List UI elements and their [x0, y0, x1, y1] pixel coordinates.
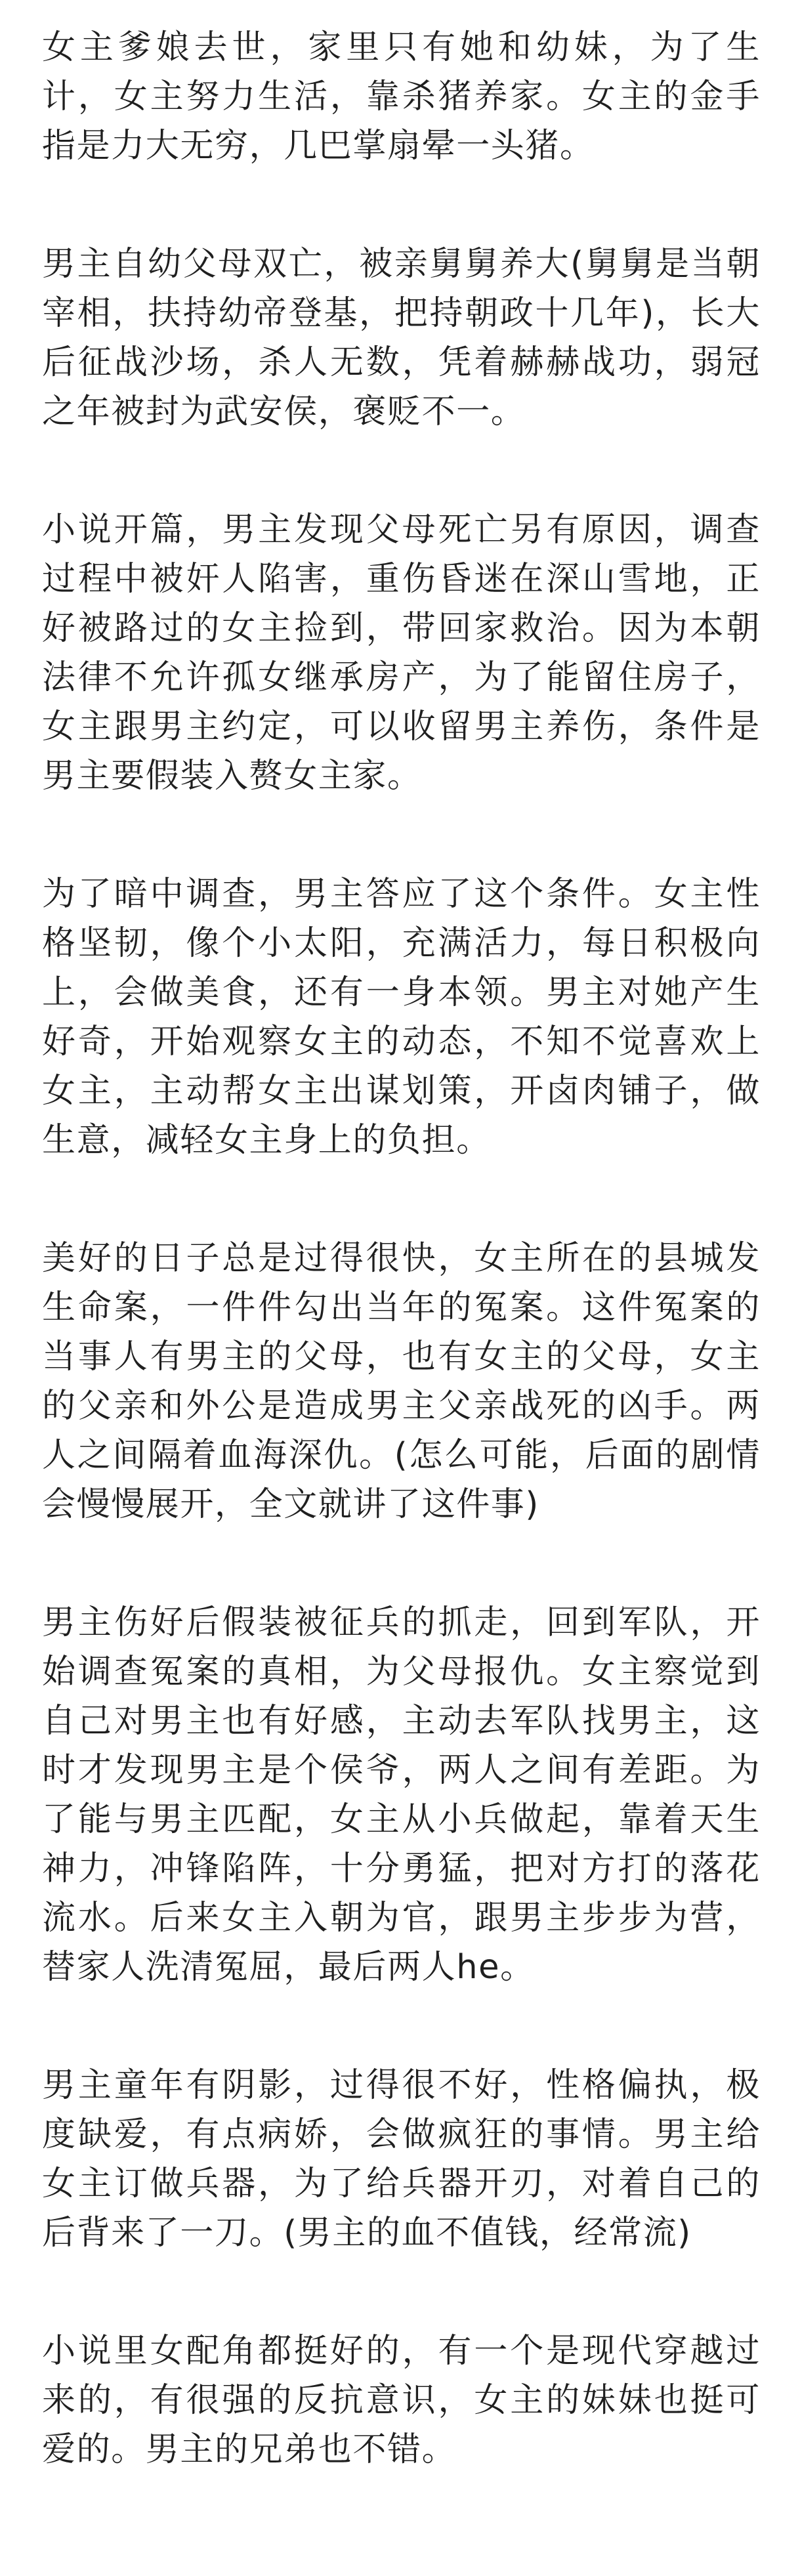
paragraph-7: 男主童年有阴影，过得很不好，性格偏执，极度缺爱，有点病娇，会做疯狂的事情。男主给女主订做兵器，为了给兵器开刃，对着自己的后背来了一刀。(男主的血不值钱，经常流): [42, 2066, 761, 2252]
paragraph-1: 女主爹娘去世，家里只有她和幼妹，为了生计，女主努力生活，靠杀猪养家。女主的金手指是力大无穷，几巴掌扇晕一头猪。: [42, 28, 761, 165]
paragraph-6: 男主伤好后假装被征兵的抓走，回到军队，开始调查冤案的真相，为父母报仇。女主察觉到自己对男主也有好感，主动去军队找男主，这时才发现男主是个侯爷，两人之间有差距。为了能与男主匹配，女主从小兵做起，靠着天生神力，冲锋陷阵，十分勇猛，把对方打的落花流水。后来女主入朝为官，跟男主步步为营，替家人洗清冤屈，最后两人he。: [42, 1603, 761, 1987]
paragraph-3: 小说开篇，男主发现父母死亡另有原因，调查过程中被奸人陷害，重伤昏迷在深山雪地，正好被路过的女主捡到，带回家救治。因为本朝法律不允许孤女继承房产，为了能留住房子，女主跟男主约定，可以收留男主养伤，条件是男主要假装入赘女主家。: [42, 511, 761, 795]
paragraph-2: 男主自幼父母双亡，被亲舅舅养大(舅舅是当朝宰相，扶持幼帝登基，把持朝政十几年)，长大后征战沙场，杀人无数，凭着赫赫战功，弱冠之年被封为武安侯，褒贬不一。: [42, 245, 761, 431]
paragraph-8: 小说里女配角都挺好的，有一个是现代穿越过来的，有很强的反抗意识，女主的妹妹也挺可爱的。男主的兄弟也不错。: [42, 2332, 761, 2469]
paragraph-4: 为了暗中调查，男主答应了这个条件。女主性格坚韧，像个小太阳，充满活力，每日积极向上，会做美食，还有一身本领。男主对她产生好奇，开始观察女主的动态，不知不觉喜欢上女主，主动帮女主出谋划策，开卤肉铺子，做生意，减轻女主身上的负担。: [42, 875, 761, 1160]
paragraph-5: 美好的日子总是过得很快，女主所在的县城发生命案，一件件勾出当年的冤案。这件冤案的当事人有男主的父母，也有女主的父母，女主的父亲和外公是造成男主父亲战死的凶手。两人之间隔着血海深仇。(怎么可能，后面的剧情会慢慢展开，全文就讲了这件事): [42, 1239, 761, 1524]
